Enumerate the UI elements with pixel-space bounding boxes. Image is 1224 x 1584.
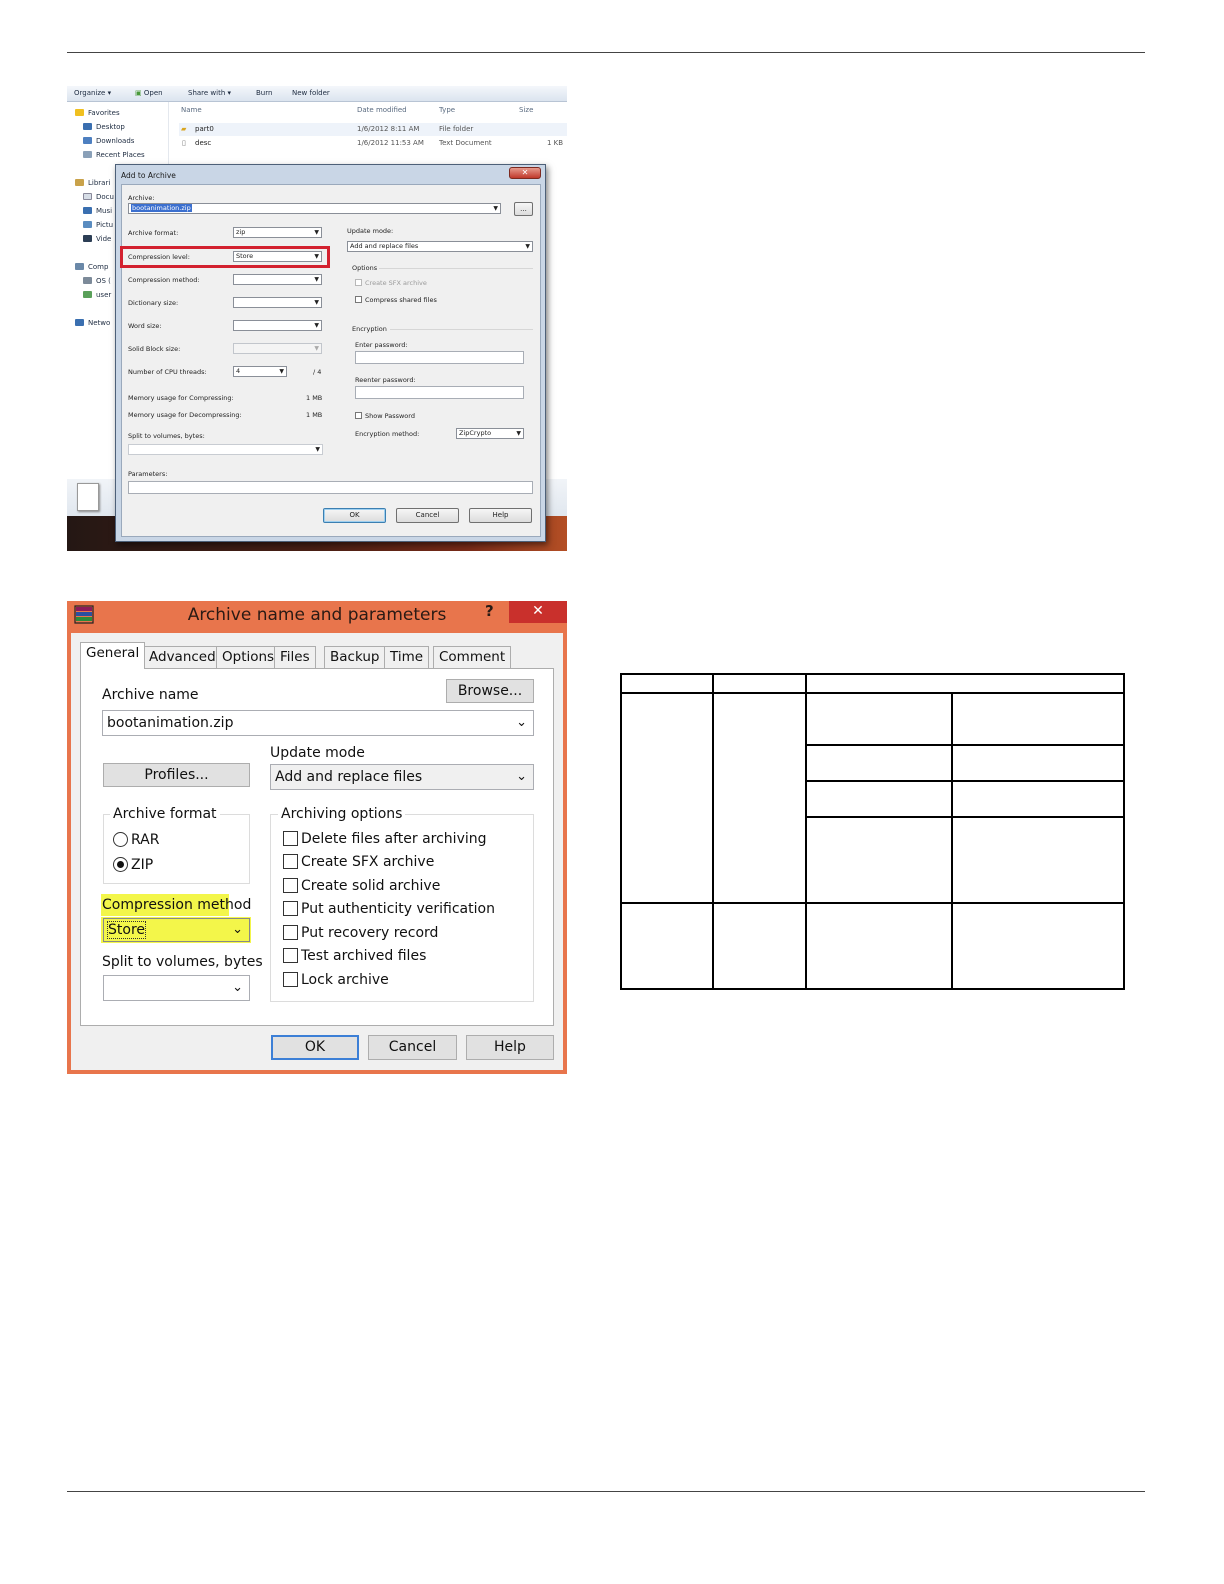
update-mode-select[interactable]	[347, 241, 533, 252]
options-group-line	[375, 268, 533, 269]
ok-button[interactable]: OK	[323, 508, 386, 523]
nav-os-drive[interactable]: OS (	[83, 277, 111, 285]
chevron-down-icon: ▼	[493, 205, 498, 212]
create-solid-checkbox[interactable]: Create solid archive	[283, 878, 440, 894]
drive-icon	[83, 277, 92, 284]
authenticity-verification-checkbox[interactable]: Put authenticity verification	[283, 901, 495, 917]
chevron-down-icon: ▼	[279, 368, 284, 375]
update-mode-label: Update mode	[270, 745, 365, 761]
winrar-titlebar	[67, 601, 567, 633]
table-col-divider	[805, 673, 807, 990]
encryption-method-select[interactable]	[456, 428, 524, 439]
computer-icon	[75, 263, 84, 270]
file-type: File folder	[439, 125, 474, 133]
network-drive-icon	[83, 291, 92, 298]
split-volumes-label: Split to volumes, bytes:	[128, 432, 205, 440]
encryption-method-value: ZipCrypto	[459, 429, 492, 437]
enter-password-input[interactable]	[355, 351, 524, 364]
downloads-icon	[83, 137, 92, 144]
archive-name-label: Archive name	[102, 687, 199, 703]
chevron-down-icon: ▼	[314, 345, 319, 352]
table-border-left	[620, 673, 622, 990]
table-subcol-divider	[951, 692, 953, 990]
close-icon: ✕	[532, 603, 544, 619]
recovery-record-checkbox[interactable]: Put recovery record	[283, 925, 438, 941]
archive-path-value: bootanimation.zip	[132, 204, 191, 212]
close-button[interactable]	[509, 167, 541, 179]
archive-format-select[interactable]	[233, 227, 322, 238]
nav-downloads[interactable]: Downloads	[83, 137, 134, 145]
tab-backup[interactable]: Backup	[324, 646, 386, 668]
documents-icon	[83, 193, 92, 200]
chevron-down-icon: ⌄	[516, 769, 527, 784]
split-volumes-combo[interactable]	[128, 444, 323, 455]
archive-format-label: Archive format:	[128, 229, 179, 237]
cpu-threads-value: 4	[236, 367, 241, 375]
chevron-down-icon: ⌄	[232, 980, 243, 995]
table-border-right	[1123, 673, 1125, 990]
format-rar-radio[interactable]: RAR	[113, 832, 159, 848]
create-sfx-checkbox[interactable]: Create SFX archive	[283, 854, 434, 870]
tab-general[interactable]: General	[80, 642, 145, 669]
desktop-icon	[83, 123, 92, 130]
archive-name-combo[interactable]	[102, 710, 534, 736]
memory-decompress-label: Memory usage for Decompressing:	[128, 411, 242, 419]
compression-method-value: Store	[108, 922, 146, 938]
profiles-button[interactable]: Profiles...	[103, 763, 250, 787]
help-button[interactable]: Help	[469, 508, 532, 523]
file-type: Text Document	[439, 139, 492, 147]
nav-desktop[interactable]: Desktop	[83, 123, 125, 131]
folder-icon: ▰	[181, 125, 187, 133]
add-to-archive-dialog	[115, 164, 546, 542]
cpu-threads-label: Number of CPU threads:	[128, 368, 207, 376]
nav-recent-places[interactable]: Recent Places	[83, 151, 145, 159]
compression-method-label: Compression method:	[128, 276, 200, 284]
videos-icon	[83, 235, 92, 242]
tab-comment[interactable]: Comment	[433, 646, 511, 668]
network-icon	[75, 319, 84, 326]
compress-shared-checkbox[interactable]: Compress shared files	[355, 296, 437, 304]
split-volumes-combo[interactable]	[103, 975, 250, 1001]
nav-music[interactable]: Musi	[83, 207, 112, 215]
file-size: 1 KB	[547, 139, 564, 147]
cpu-threads-select[interactable]	[233, 366, 287, 377]
format-zip-radio[interactable]: ZIP	[113, 857, 153, 873]
toolbar-burn[interactable]: Burn	[256, 89, 273, 97]
chevron-down-icon: ▼	[314, 322, 319, 329]
winrar-client-area	[71, 633, 563, 1070]
browse-button[interactable]: ...	[514, 202, 533, 216]
chevron-down-icon: ▼	[516, 430, 521, 437]
dictionary-size-label: Dictionary size:	[128, 299, 179, 307]
nav-user-drive[interactable]: user	[83, 291, 111, 299]
chevron-down-icon: ⌄	[232, 922, 243, 937]
solid-block-size-select[interactable]	[233, 343, 322, 354]
encryption-group-label: Encryption	[352, 325, 387, 333]
chevron-down-icon: ▼	[314, 299, 319, 306]
chevron-down-icon: ▼	[314, 229, 319, 236]
column-name[interactable]: Name	[181, 106, 202, 114]
toolbar-organize[interactable]: Organize ▾	[74, 89, 112, 97]
close-icon: ✕	[521, 168, 529, 177]
help-button[interactable]: Help	[466, 1035, 554, 1060]
screenshot-7zip-add-to-archive	[67, 86, 567, 551]
table-row-rule	[805, 816, 1125, 818]
file-row[interactable]	[179, 137, 567, 150]
archive-format-label: Archive format	[110, 806, 220, 822]
nav-videos[interactable]: Vide	[83, 235, 111, 243]
word-size-label: Word size:	[128, 322, 162, 330]
winrar-dialog-title: Archive name and parameters	[187, 605, 447, 625]
chevron-down-icon: ▼	[314, 253, 319, 260]
nav-documents[interactable]: Docu	[83, 193, 114, 201]
music-icon	[83, 207, 92, 214]
compression-method-select[interactable]	[103, 918, 250, 942]
memory-compress-value: 1 MB	[306, 394, 323, 402]
update-mode-value: Add and replace files	[275, 769, 423, 785]
screenshot-winrar-archive-parameters	[67, 601, 567, 1074]
table-border-bottom	[620, 988, 1125, 990]
create-sfx-checkbox[interactable]: Create SFX archive	[355, 279, 427, 287]
parameters-input[interactable]	[128, 481, 533, 494]
close-button[interactable]	[509, 601, 567, 623]
explorer-toolbar	[67, 86, 567, 102]
update-mode-combo[interactable]	[270, 764, 534, 790]
cancel-button[interactable]: Cancel	[396, 508, 459, 523]
tab-options[interactable]: Options	[216, 646, 280, 668]
archive-label: Archive:	[128, 194, 155, 202]
chevron-down-icon: ⌄	[516, 715, 527, 730]
compression-level-label: Compression level:	[128, 253, 190, 261]
memory-decompress-value: 1 MB	[306, 411, 323, 419]
text-document-icon: ▯	[182, 139, 186, 147]
recent-places-icon	[83, 151, 92, 158]
nav-libraries[interactable]: Librari	[75, 179, 110, 187]
cancel-button[interactable]: Cancel	[368, 1035, 457, 1060]
file-name: part0	[195, 125, 214, 133]
chevron-down-icon: ▼	[525, 243, 530, 250]
toolbar-new-folder[interactable]: New folder	[292, 89, 330, 97]
compression-method-select[interactable]	[233, 274, 322, 285]
cpu-threads-max: / 4	[313, 368, 322, 376]
pictures-icon	[83, 221, 92, 228]
parameters-label: Parameters:	[128, 470, 168, 478]
file-row[interactable]	[179, 123, 567, 136]
nav-network[interactable]: Netwo	[75, 319, 110, 327]
test-archived-checkbox[interactable]: Test archived files	[283, 948, 426, 964]
file-preview-icon	[77, 483, 99, 511]
column-type[interactable]: Type	[439, 106, 456, 114]
dialog-title: Add to Archive	[121, 171, 176, 180]
browse-button[interactable]: Browse...	[446, 679, 534, 703]
nav-computer[interactable]: Comp	[75, 263, 108, 271]
word-size-select[interactable]	[233, 320, 322, 331]
empty-table	[620, 673, 1125, 990]
toolbar-share-with[interactable]: Share with ▾	[188, 89, 232, 97]
update-mode-value: Add and replace files	[350, 242, 419, 250]
toolbar-open[interactable]: ▣ Open	[135, 89, 163, 97]
archive-format-value: zip	[236, 228, 246, 236]
table-group-rule	[620, 902, 1125, 904]
file-date: 1/6/2012 8:11 AM	[357, 125, 420, 133]
reenter-password-label: Reenter password:	[355, 376, 416, 384]
tab-files[interactable]: Files	[274, 646, 316, 668]
lock-archive-checkbox[interactable]: Lock archive	[283, 972, 389, 988]
archive-format-group	[103, 814, 250, 884]
compression-method-label: Compression method	[102, 897, 252, 913]
compression-level-value: Store	[236, 252, 254, 260]
libraries-icon	[75, 179, 84, 186]
general-tab-page	[80, 668, 554, 1026]
table-border-top	[620, 673, 1125, 675]
nav-favorites[interactable]: Favorites	[75, 109, 120, 117]
footer-rule	[67, 1491, 1145, 1492]
table-row-rule	[805, 780, 1125, 782]
table-row-rule	[805, 744, 1125, 746]
archiving-options-label: Archiving options	[278, 806, 405, 822]
star-icon	[75, 109, 84, 116]
archive-name-value: bootanimation.zip	[107, 715, 234, 731]
dialog-body	[121, 184, 541, 537]
nav-pictures[interactable]: Pictu	[83, 221, 113, 229]
encryption-method-label: Encryption method:	[355, 430, 420, 438]
compression-level-select[interactable]	[233, 251, 322, 262]
table-header-rule	[620, 692, 1125, 694]
file-name: desc	[195, 139, 212, 147]
show-password-checkbox[interactable]: Show Password	[355, 412, 415, 420]
column-date-modified[interactable]: Date modified	[357, 106, 407, 114]
tab-advanced[interactable]: Advanced	[143, 646, 222, 668]
chevron-down-icon: ▼	[314, 276, 319, 283]
header-rule	[67, 52, 1145, 53]
ok-button[interactable]: OK	[271, 1035, 359, 1060]
table-col-divider	[712, 673, 714, 990]
file-date: 1/6/2012 11:53 AM	[357, 139, 424, 147]
update-mode-label: Update mode:	[347, 227, 394, 235]
chevron-down-icon: ▼	[315, 446, 320, 453]
reenter-password-input[interactable]	[355, 386, 524, 399]
dictionary-size-select[interactable]	[233, 297, 322, 308]
column-size[interactable]: Size	[519, 106, 534, 114]
delete-files-checkbox[interactable]: Delete files after archiving	[283, 831, 487, 847]
tab-time[interactable]: Time	[384, 646, 429, 668]
help-icon[interactable]: ?	[485, 602, 494, 620]
encryption-group-line	[390, 329, 533, 330]
archive-path-combo[interactable]	[128, 203, 501, 214]
enter-password-label: Enter password:	[355, 341, 408, 349]
memory-compress-label: Memory usage for Compressing:	[128, 394, 234, 402]
split-volumes-label: Split to volumes, bytes	[102, 954, 263, 970]
solid-block-size-label: Solid Block size:	[128, 345, 181, 353]
options-group-label: Options	[352, 264, 378, 272]
